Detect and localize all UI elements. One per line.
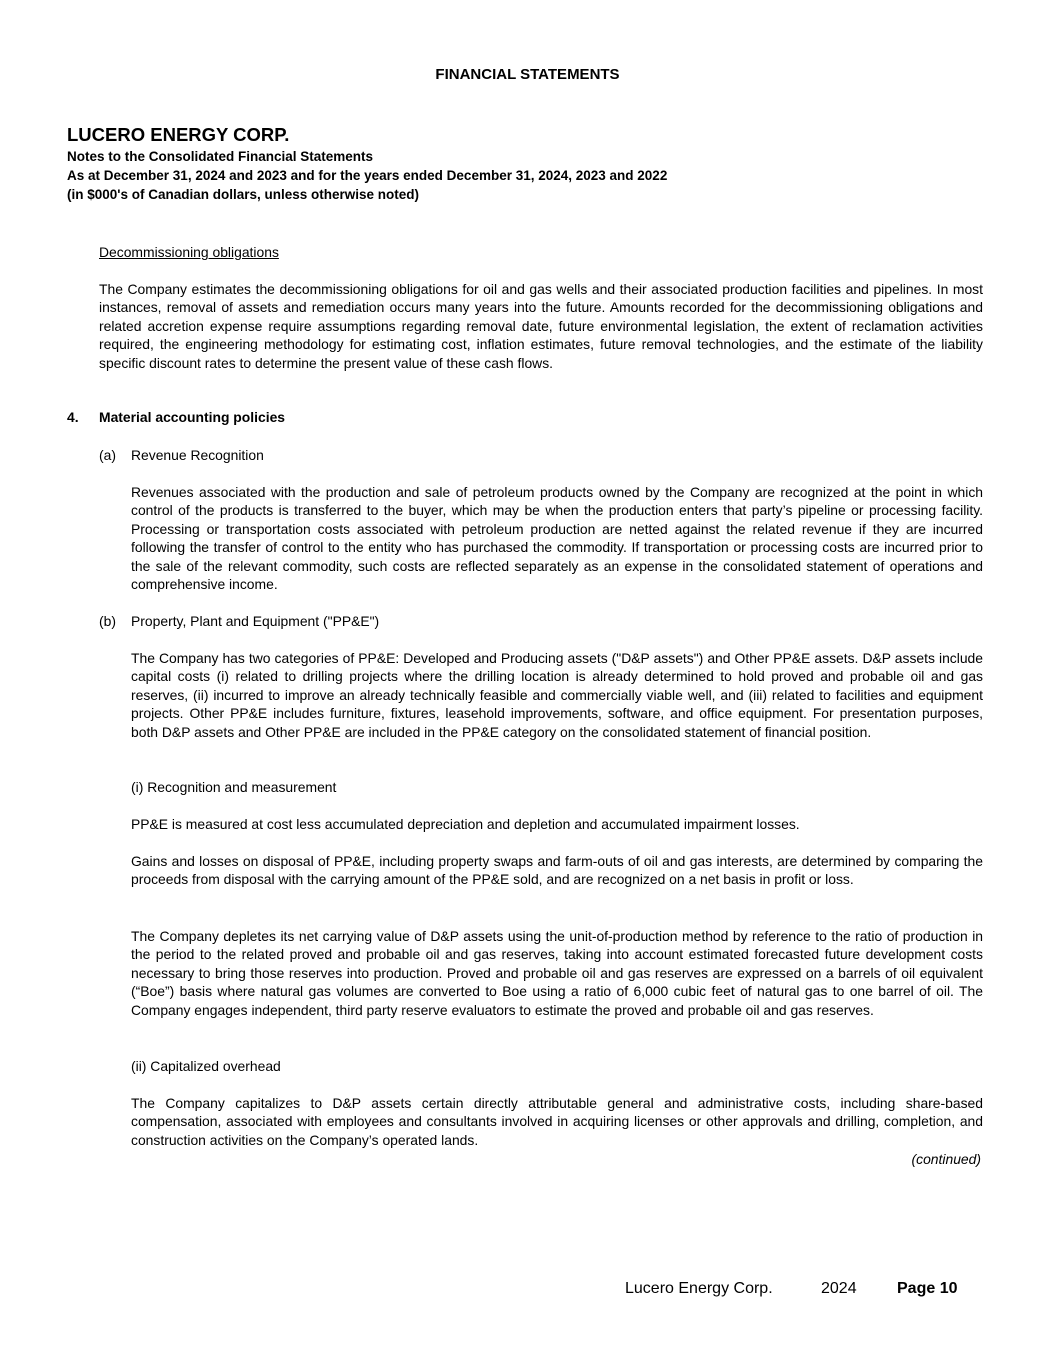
overhead-text	[131, 1094, 983, 1149]
revenue-recognition-text	[131, 483, 983, 593]
notes-title: Notes to the Consolidated Financial Statements	[67, 149, 374, 164]
item-a-label: (a)	[99, 447, 116, 463]
section-number: 4.	[67, 409, 79, 425]
section-title: Material accounting policies	[99, 409, 286, 425]
decommissioning-paragraph: The Company estimates the decommissioning obligations for oil and gas wells and their associated production facilities and pipelines. In most instances, removal of assets and remediation occurs many years into the future. Amounts recorded for the decommissioning obligations and related accretion expense require assumptions regarding removal date, future environmental legislation, the extent of reclamation activities required, the engineering methodology for estimating cost, inflation estimates, future removal technologies, and the estimate of the liability specific discount rates to determine the present value of these cash flows.	[99, 281, 983, 371]
company-name: LUCERO ENERGY CORP.	[67, 124, 290, 145]
page-banner: FINANCIAL STATEMENTS	[435, 66, 620, 83]
overhead-heading: (ii) Capitalized overhead	[131, 1058, 281, 1074]
decommissioning-text	[99, 280, 983, 372]
footer-page-number: Page 10	[897, 1280, 958, 1297]
recognition-p3	[131, 927, 983, 1019]
footer-year: 2024	[821, 1280, 857, 1297]
footer-company: Lucero Energy Corp.	[625, 1280, 773, 1297]
recognition-p1	[131, 815, 983, 833]
recognition-paragraph-3: The Company depletes its net carrying value of D&P assets using the unit-of-production method by reference to the ratio of production in the period to the related proved and probable oil and gas reserves, taking into account estimated forecasted future development costs necessary to bring those reserves into production. Proved and probable oil and gas reserves are expressed on a barrels of oil equivalent (“Boe”) basis where natural gas volumes are converted to Boe using a ratio of 6,000 cubic feet of natural gas to one barrel of oil. The Company engages independent, third party reserve evaluators to estimate the proved and probable oil and gas reserves.	[131, 928, 983, 1018]
item-b-label: (b)	[99, 613, 116, 629]
recognition-paragraph-1: PP&E is measured at cost less accumulated depreciation and depletion and accumulated impairment losses.	[131, 816, 800, 832]
units-line: (in $000's of Canadian dollars, unless otherwise noted)	[67, 187, 420, 202]
item-b-title: Property, Plant and Equipment ("PP&E")	[131, 613, 380, 629]
decommissioning-heading: Decommissioning obligations	[99, 244, 279, 260]
overhead-paragraph: The Company capitalizes to D&P assets certain directly attributable general and administrative costs, including share-based compensation, associated with employees and consultants involved in acquiring licenses or other approvals and drilling, completion, and construction activities on the Company’s operated lands.	[131, 1095, 983, 1148]
recognition-p2	[131, 852, 983, 889]
recognition-paragraph-2: Gains and losses on disposal of PP&E, including property swaps and farm-outs of oil and gas interests, are determined by comparing the proceeds from disposal with the carrying amount of the PP&E sold, and are recognized on a net basis in profit or loss.	[131, 853, 983, 888]
period-line: As at December 31, 2024 and 2023 and for the years ended December 31, 2024, 2023 and 2022	[67, 168, 668, 183]
revenue-paragraph: Revenues associated with the production and sale of petroleum products owned by the Company are recognized at the point in which control of the products is transferred to the buyer, which may be when the production enters that party’s pipeline or processing facility. Processing or transportation costs associated with petroleum production are netted against the related revenue if they are incurred following the transfer of control to the entity who has purchased the commodity. If transportation or processing costs are incurred prior to the sale of the relevant commodity, such costs are reflected separately as an expense in the consolidated statement of operations and comprehensive income.	[131, 484, 983, 593]
continued-note: (continued)	[911, 1151, 981, 1167]
ppe-intro-paragraph: The Company has two categories of PP&E: Developed and Producing assets ("D&P assets") and Other PP&E assets. D&P assets include capital costs (i) related to drilling projects where the drilling location is already determined to hold proved and probable oil and gas reserves, (ii) incurred to improve an already technically feasible and commercially viable well, and (iii) related to facilities and equipment projects. Other PP&E includes furniture, fixtures, leasehold improvements, software, and office equipment. For presentation purposes, both D&P assets and Other PP&E are included in the PP&E category on the consolidated statement of financial position.	[131, 650, 983, 740]
ppe-intro-text	[131, 649, 983, 741]
item-a-title: Revenue Recognition	[131, 447, 264, 463]
recognition-heading: (i) Recognition and measurement	[131, 779, 337, 795]
